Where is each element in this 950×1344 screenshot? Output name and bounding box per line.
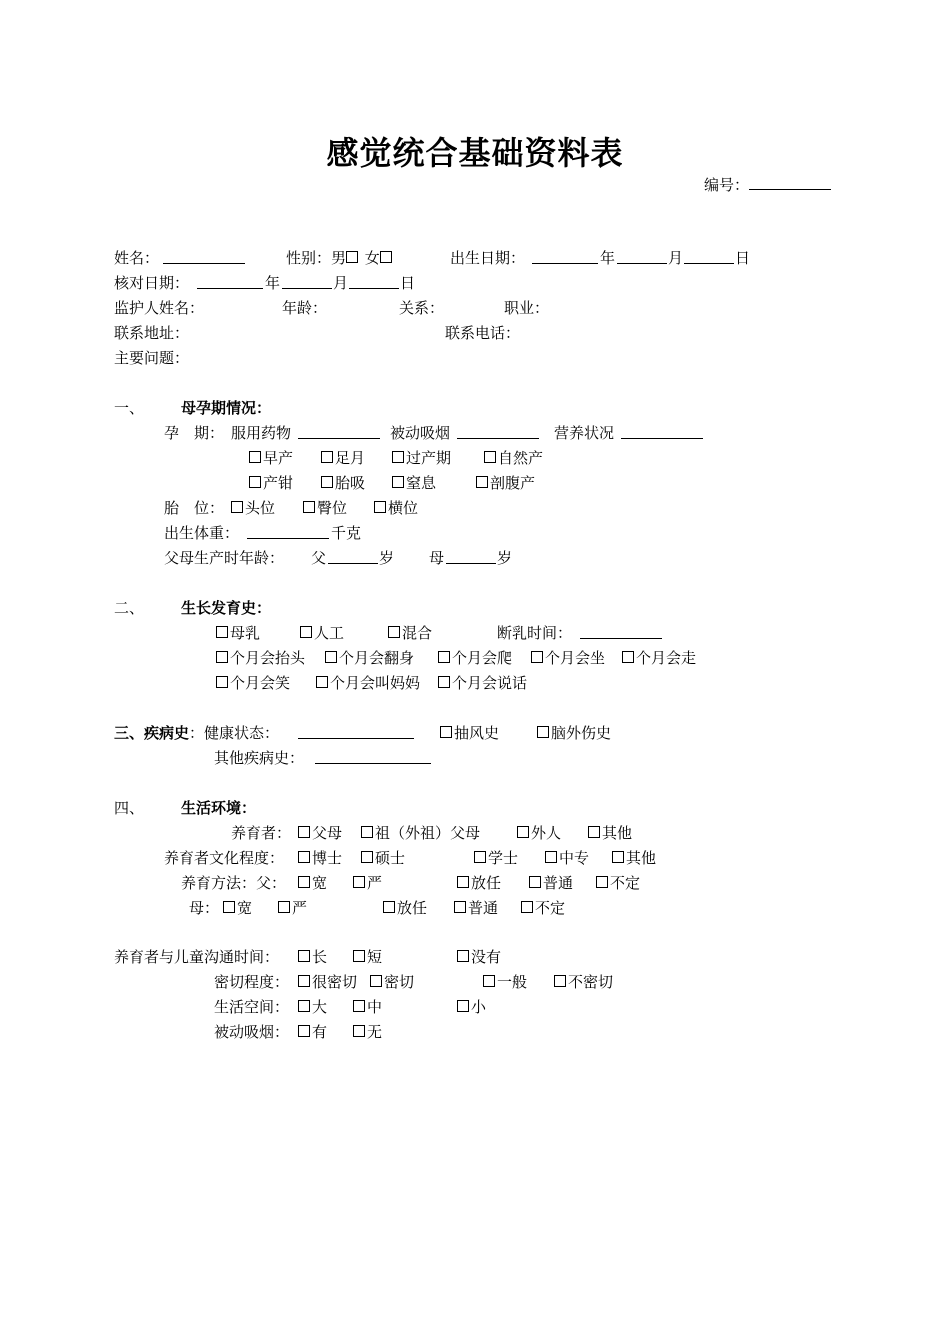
mother-lenient-checkbox[interactable] <box>223 901 235 913</box>
milestone-checkbox[interactable] <box>316 676 328 688</box>
option-label: 学士 <box>488 849 519 867</box>
transverse-checkbox[interactable] <box>374 501 386 513</box>
edu-option <box>474 848 518 868</box>
milestone-checkbox[interactable] <box>622 651 634 663</box>
none-checkbox[interactable] <box>457 950 469 962</box>
dob-year-label: 年 <box>600 249 616 267</box>
section4-number: 四、 <box>114 799 145 817</box>
option-label: 窒息 <box>406 474 437 492</box>
option-label: 普通 <box>543 874 574 892</box>
option-label: 脑外伤史 <box>551 724 612 742</box>
premature-checkbox[interactable] <box>249 451 261 463</box>
large-space-checkbox[interactable] <box>298 1000 310 1012</box>
milestone-option <box>216 648 305 668</box>
phone-label: 联系电话： <box>445 324 521 342</box>
option-label: 产钳 <box>263 474 294 492</box>
option-label: 中 <box>367 998 383 1016</box>
space-option <box>298 997 327 1017</box>
natural-birth-checkbox[interactable] <box>484 451 496 463</box>
check-year-field[interactable] <box>197 273 263 289</box>
other-disease-field[interactable] <box>315 748 431 764</box>
birth-weight-label: 出生体重： <box>164 524 240 542</box>
method-label: 养育方法：父： <box>181 874 287 892</box>
dob-day-field[interactable] <box>684 248 734 264</box>
position-option <box>231 498 275 518</box>
male-checkbox[interactable] <box>346 251 358 263</box>
option-label: 自然产 <box>498 449 544 467</box>
female-label: 女 <box>364 249 380 267</box>
other-rearer-checkbox[interactable] <box>588 826 600 838</box>
method-option <box>521 898 565 918</box>
milestone-checkbox[interactable] <box>216 676 228 688</box>
feed-option <box>300 623 344 643</box>
vacuum-checkbox[interactable] <box>321 476 333 488</box>
method-option <box>454 898 498 918</box>
close-option <box>554 972 613 992</box>
mother-laissez-checkbox[interactable] <box>383 901 395 913</box>
close-checkbox[interactable] <box>370 975 382 987</box>
feed-option <box>216 623 260 643</box>
option-label: 硕士 <box>375 849 406 867</box>
option-label: 宽 <box>312 874 328 892</box>
page-title: 感觉统合基础资料表 <box>326 134 624 172</box>
nutrition-label: 营养状况 <box>554 424 615 442</box>
relation-label: 关系： <box>399 299 445 317</box>
option-label: 外人 <box>531 824 562 842</box>
method-option <box>278 898 307 918</box>
position-option <box>303 498 347 518</box>
name-field[interactable] <box>163 248 245 264</box>
birth-option <box>476 473 535 493</box>
option-label: 足月 <box>335 449 366 467</box>
option-label: 博士 <box>312 849 343 867</box>
father-sui-label: 岁 <box>379 549 395 567</box>
drug-label: 服用药物 <box>231 424 292 442</box>
option-label: 个月会翻身 <box>339 649 415 667</box>
mother-label: 母 <box>429 549 445 567</box>
father-normal-checkbox[interactable] <box>529 876 541 888</box>
seizure-checkbox[interactable] <box>440 726 452 738</box>
birth-option <box>249 448 293 468</box>
option-label: 严 <box>292 899 308 917</box>
check-day-field[interactable] <box>349 273 399 289</box>
guardian-label: 监护人姓名： <box>114 299 205 317</box>
space-option <box>353 997 382 1017</box>
father-age-field[interactable] <box>328 548 378 564</box>
birth-option <box>392 473 436 493</box>
milestone-option <box>622 648 696 668</box>
option-label: 不定 <box>535 899 566 917</box>
milestone-checkbox[interactable] <box>438 651 450 663</box>
education-label: 养育者文化程度： <box>164 849 285 867</box>
age-label: 年龄： <box>282 299 328 317</box>
milestone-option <box>438 648 512 668</box>
smoke-option <box>298 1022 327 1042</box>
disease-option <box>440 723 499 743</box>
milestone-option <box>216 673 290 693</box>
check-year-label: 年 <box>265 274 281 292</box>
option-label: 早产 <box>263 449 294 467</box>
option-label: 个月会抬头 <box>230 649 306 667</box>
option-label: 不定 <box>610 874 641 892</box>
master-checkbox[interactable] <box>361 851 373 863</box>
section1-number: 一、 <box>114 399 145 417</box>
section1-title: 母孕期情况： <box>181 399 272 417</box>
smoke-option <box>353 1022 382 1042</box>
milestone-option <box>531 648 605 668</box>
other-disease-label: 其他疾病史： <box>214 749 305 767</box>
not-close-checkbox[interactable] <box>554 975 566 987</box>
option-label: 个月会爬 <box>452 649 513 667</box>
mother-age-field[interactable] <box>446 548 496 564</box>
option-label: 其他 <box>626 849 657 867</box>
option-label: 一般 <box>497 973 528 991</box>
closeness-label: 密切程度： <box>214 973 290 991</box>
close-option <box>483 972 527 992</box>
option-label: 个月会笑 <box>230 674 291 692</box>
disease-option <box>537 723 611 743</box>
smoke-no-checkbox[interactable] <box>353 1025 365 1037</box>
option-label: 个月会走 <box>636 649 697 667</box>
brain-injury-checkbox[interactable] <box>537 726 549 738</box>
health-field[interactable] <box>298 723 414 739</box>
health-label: ：健康状态： <box>189 724 280 742</box>
milestone-option <box>438 673 527 693</box>
option-label: 密切 <box>384 973 415 991</box>
feed-option <box>388 623 432 643</box>
option-label: 不密切 <box>568 973 614 991</box>
breech-checkbox[interactable] <box>303 501 315 513</box>
forceps-checkbox[interactable] <box>249 476 261 488</box>
method-option <box>596 873 640 893</box>
parents-checkbox[interactable] <box>298 826 310 838</box>
job-label: 职业： <box>504 299 550 317</box>
milestone-option <box>325 648 414 668</box>
dob-month-label: 月 <box>668 249 684 267</box>
birth-option <box>321 448 365 468</box>
birth-weight-field[interactable] <box>247 523 329 539</box>
very-close-checkbox[interactable] <box>298 975 310 987</box>
option-label: 抽风史 <box>454 724 500 742</box>
position-option <box>374 498 418 518</box>
bachelor-checkbox[interactable] <box>474 851 486 863</box>
father-variable-checkbox[interactable] <box>596 876 608 888</box>
option-label: 小 <box>471 998 487 1016</box>
option-label: 母乳 <box>230 624 261 642</box>
dob-month-field[interactable] <box>617 248 667 264</box>
option-label: 横位 <box>388 499 419 517</box>
female-checkbox[interactable] <box>380 251 392 263</box>
method-option <box>298 873 327 893</box>
edu-option <box>298 848 342 868</box>
rearer-option <box>588 823 632 843</box>
option-label: 臀位 <box>317 499 348 517</box>
problem-label: 主要问题： <box>114 349 190 367</box>
drug-field[interactable] <box>298 423 380 439</box>
breastfeed-checkbox[interactable] <box>216 626 228 638</box>
dob-year-field[interactable] <box>532 248 598 264</box>
medium-space-checkbox[interactable] <box>353 1000 365 1012</box>
option-label: 头位 <box>245 499 276 517</box>
option-label: 严 <box>367 874 383 892</box>
father-laissez-checkbox[interactable] <box>457 876 469 888</box>
option-label: 长 <box>312 948 328 966</box>
outsider-checkbox[interactable] <box>517 826 529 838</box>
grandparents-checkbox[interactable] <box>361 826 373 838</box>
section2-title: 生长发育史： <box>181 599 272 617</box>
birth-option <box>321 473 365 493</box>
small-space-checkbox[interactable] <box>457 1000 469 1012</box>
option-label: 大 <box>312 998 328 1016</box>
parent-age-label: 父母生产时年龄： <box>164 549 285 567</box>
comm-option <box>457 947 501 967</box>
option-label: 个月会坐 <box>545 649 606 667</box>
method-option <box>457 873 501 893</box>
method-option <box>353 873 382 893</box>
mother-method-label: 母： <box>189 899 220 917</box>
dob-day-label: 日 <box>735 249 751 267</box>
option-label: 放任 <box>397 899 428 917</box>
option-label: 很密切 <box>312 973 358 991</box>
rearer-option <box>361 823 480 843</box>
birth-option <box>392 448 451 468</box>
wean-field[interactable] <box>580 623 662 639</box>
option-label: 无 <box>367 1023 383 1041</box>
edu-option <box>361 848 405 868</box>
smoke-yes-checkbox[interactable] <box>298 1025 310 1037</box>
smoke-label: 被动吸烟 <box>390 424 451 442</box>
option-label: 宽 <box>237 899 253 917</box>
formula-checkbox[interactable] <box>300 626 312 638</box>
option-label: 个月会叫妈妈 <box>330 674 421 692</box>
check-day-label: 日 <box>400 274 416 292</box>
option-label: 短 <box>367 948 383 966</box>
option-label: 普通 <box>468 899 499 917</box>
kg-label: 千克 <box>331 524 362 542</box>
mixed-checkbox[interactable] <box>388 626 400 638</box>
section3-title: 三、疾病史 <box>114 724 190 742</box>
method-option <box>383 898 427 918</box>
passive-smoke-label: 被动吸烟： <box>214 1023 290 1041</box>
edu-option <box>545 848 589 868</box>
option-label: 剖腹产 <box>490 474 536 492</box>
fetal-position-label: 胎 位： <box>164 499 225 517</box>
mother-variable-checkbox[interactable] <box>521 901 533 913</box>
father-lenient-checkbox[interactable] <box>298 876 310 888</box>
check-date-label: 核对日期： <box>114 274 190 292</box>
serial-label: 编号： <box>704 176 750 194</box>
communication-label: 养育者与儿童沟通时间： <box>114 948 280 966</box>
comm-option <box>298 947 327 967</box>
rearer-label: 养育者： <box>231 824 292 842</box>
method-option <box>223 898 252 918</box>
check-month-label: 月 <box>333 274 349 292</box>
nutrition-field[interactable] <box>621 423 703 439</box>
serial-row <box>704 174 831 195</box>
check-month-field[interactable] <box>282 273 332 289</box>
section4-title: 生活环境： <box>181 799 257 817</box>
section2-number: 二、 <box>114 599 145 617</box>
pregnancy-label: 孕 期： <box>164 424 225 442</box>
option-label: 有 <box>312 1023 328 1041</box>
option-label: 祖（外祖）父母 <box>375 824 481 842</box>
milestone-checkbox[interactable] <box>438 676 450 688</box>
father-label: 父 <box>311 549 327 567</box>
milestone-checkbox[interactable] <box>216 651 228 663</box>
close-option <box>370 972 414 992</box>
option-label: 中专 <box>559 849 590 867</box>
asphyxia-checkbox[interactable] <box>392 476 404 488</box>
phd-checkbox[interactable] <box>298 851 310 863</box>
average-checkbox[interactable] <box>483 975 495 987</box>
head-position-checkbox[interactable] <box>231 501 243 513</box>
mother-normal-checkbox[interactable] <box>454 901 466 913</box>
option-label: 胎吸 <box>335 474 366 492</box>
other-edu-checkbox[interactable] <box>612 851 624 863</box>
birth-option <box>484 448 543 468</box>
gender-label: 性别：男 <box>286 249 347 267</box>
address-label: 联系地址： <box>114 324 190 342</box>
close-option <box>298 972 357 992</box>
dob-label: 出生日期： <box>450 249 526 267</box>
cesarean-checkbox[interactable] <box>476 476 488 488</box>
short-checkbox[interactable] <box>353 950 365 962</box>
comm-option <box>353 947 382 967</box>
rearer-option <box>298 823 342 843</box>
postterm-checkbox[interactable] <box>392 451 404 463</box>
father-strict-checkbox[interactable] <box>353 876 365 888</box>
rearer-option <box>517 823 561 843</box>
vocational-checkbox[interactable] <box>545 851 557 863</box>
serial-field[interactable] <box>749 174 831 190</box>
option-label: 人工 <box>314 624 345 642</box>
name-label: 姓名： <box>114 249 160 267</box>
edu-option <box>612 848 656 868</box>
section3-row <box>114 723 279 743</box>
gender-row <box>286 248 394 268</box>
option-label: 没有 <box>471 948 502 966</box>
option-label: 放任 <box>471 874 502 892</box>
option-label: 混合 <box>402 624 433 642</box>
milestone-checkbox[interactable] <box>531 651 543 663</box>
method-option <box>529 873 573 893</box>
option-label: 父母 <box>312 824 343 842</box>
birth-option <box>249 473 293 493</box>
fullterm-checkbox[interactable] <box>321 451 333 463</box>
option-label: 过产期 <box>406 449 452 467</box>
option-label: 个月会说话 <box>452 674 528 692</box>
living-space-label: 生活空间： <box>214 998 290 1016</box>
wean-label: 断乳时间： <box>497 624 573 642</box>
long-checkbox[interactable] <box>298 950 310 962</box>
space-option <box>457 997 486 1017</box>
milestone-option <box>316 673 420 693</box>
milestone-checkbox[interactable] <box>325 651 337 663</box>
option-label: 其他 <box>602 824 633 842</box>
mother-sui-label: 岁 <box>497 549 513 567</box>
mother-strict-checkbox[interactable] <box>278 901 290 913</box>
smoke-field[interactable] <box>457 423 539 439</box>
